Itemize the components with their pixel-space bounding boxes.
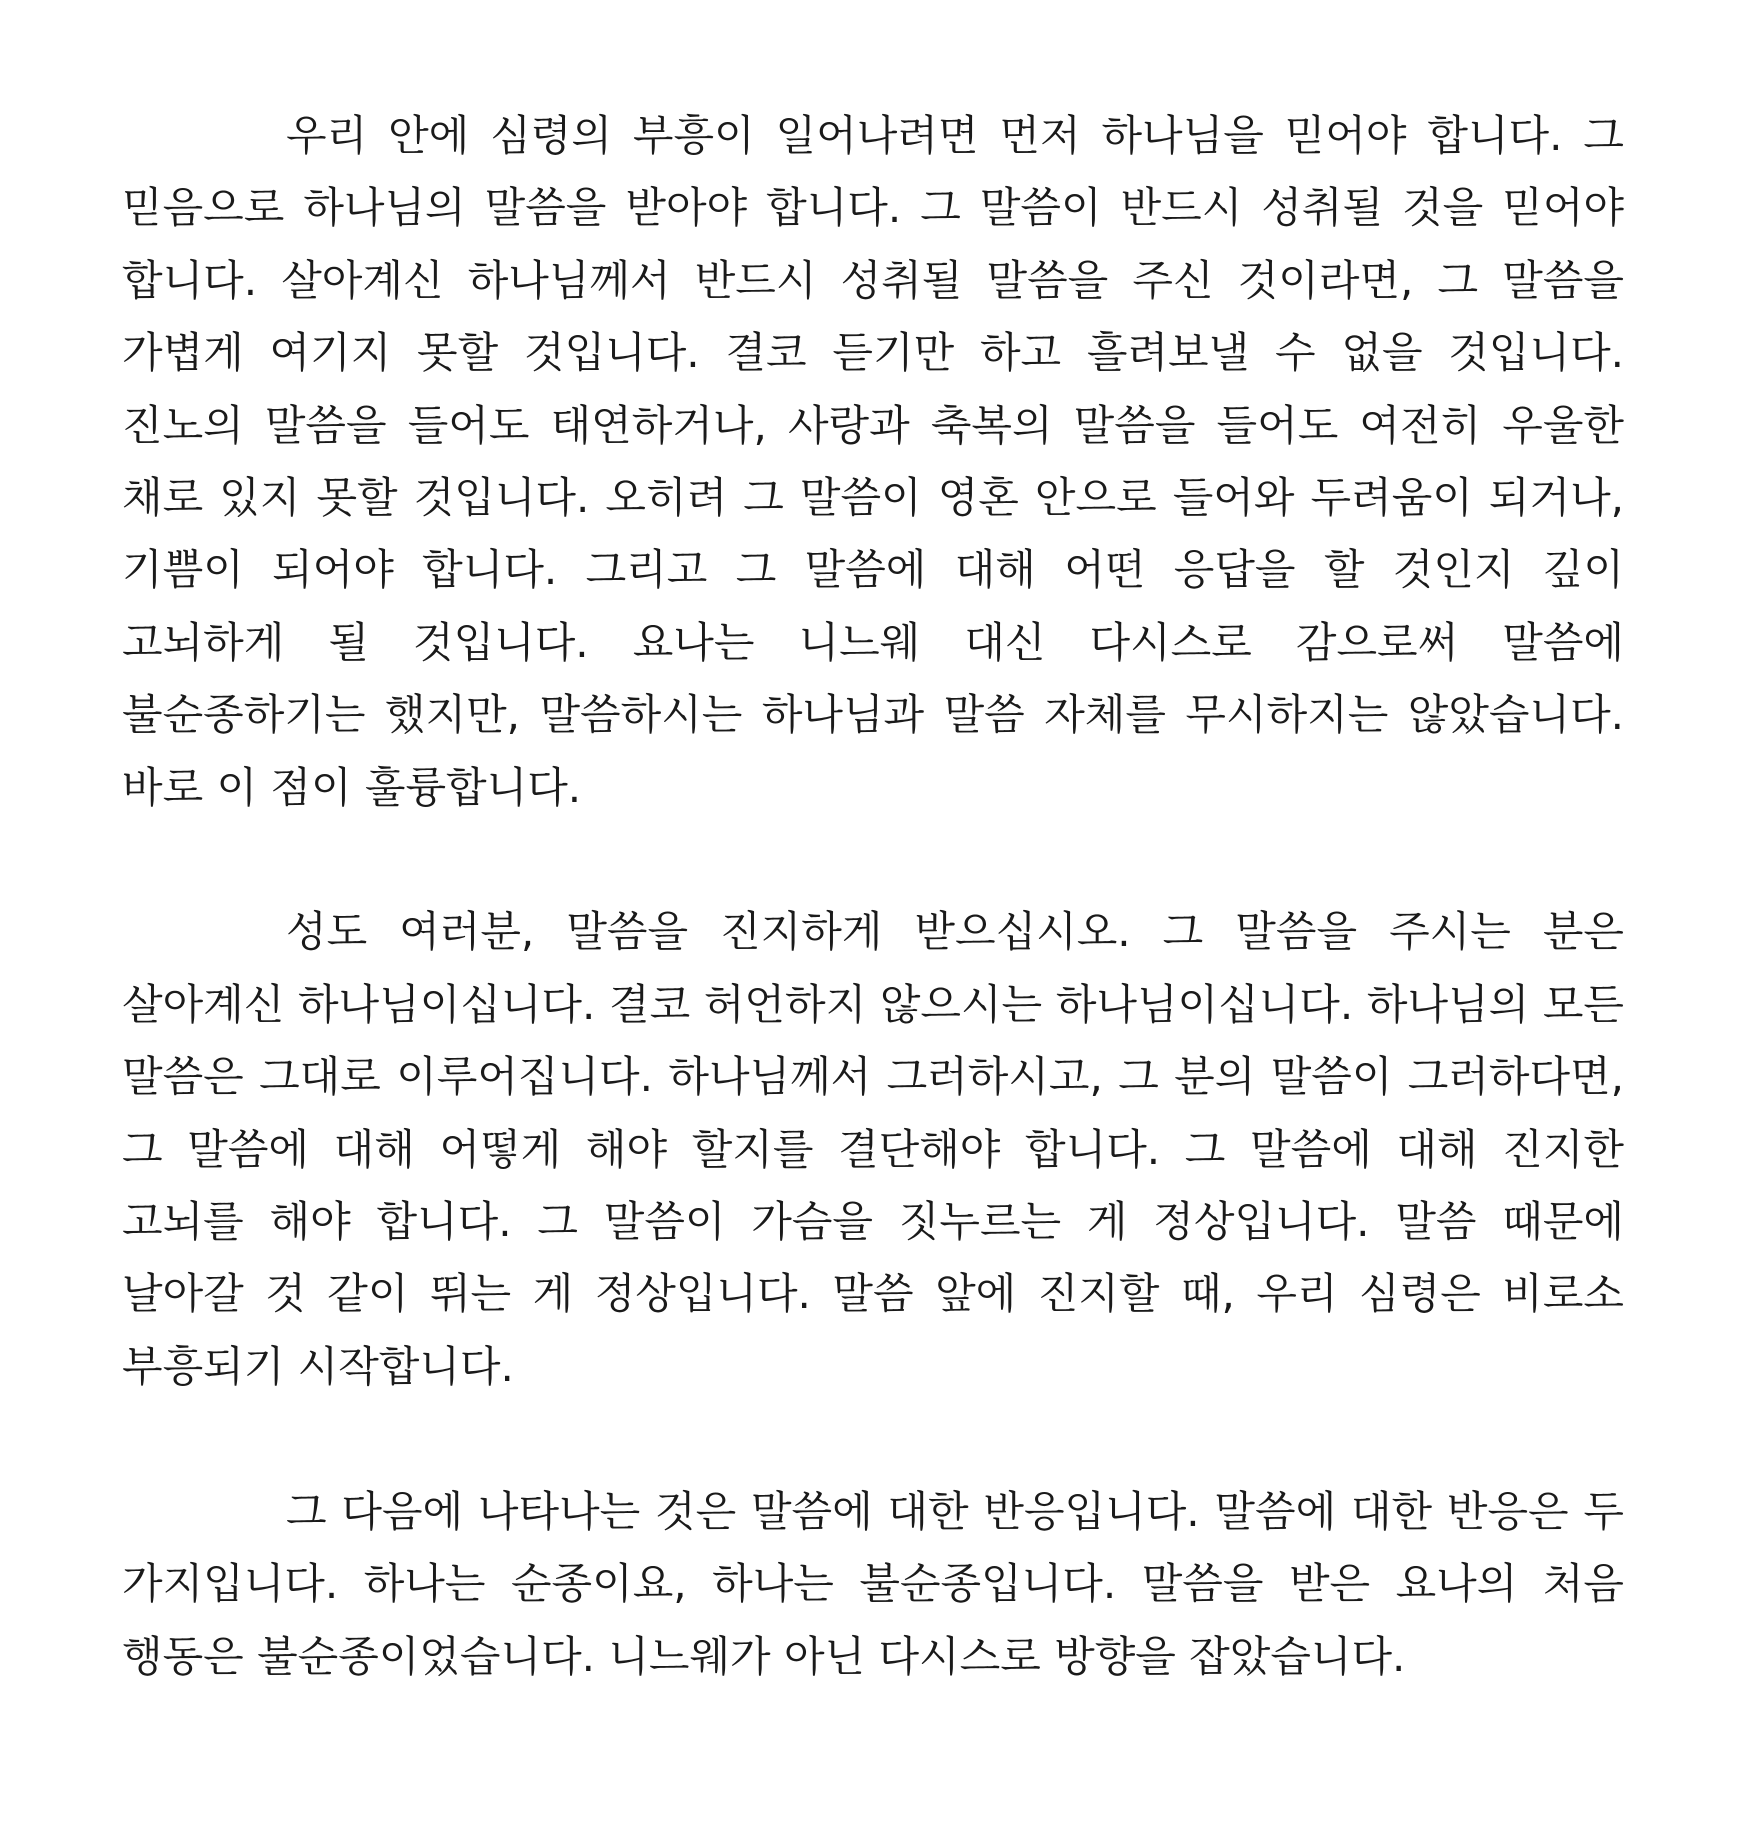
paragraph-3: 그 다음에 나타나는 것은 말씀에 대한 반응입니다. 말씀에 대한 반응은 두 가지입니다. 하나는 순종이요, 하나는 불순종입니다. 말씀을 받은 요나의 처음 행동은 불순종이었습니다. 니느웨가 아닌 다시스로 방향을 잡았습니다. [122,1486,1624,1681]
paragraph-2: 성도 여러분, 말씀을 진지하게 받으십시오. 그 말씀을 주시는 분은 살아계신 하나님이십니다. 결코 허언하지 않으시는 하나님이십니다. 하나님의 모든 말씀은 그대로 이루어집니다. 하나님께서 그러하시고, 그 분의 말씀이 그러하다면, 그 말씀에 대해 어떻게 해야 할지를 결단해야 합니다. 그 말씀에 대해 진지한 고뇌를 해야 합니다. 그 말씀이 가슴을 짓누르는 게 정상입니다. 말씀 때문에 날아갈 것 같이 뛰는 게 정상입니다. 말씀 앞에 진지할 때, 우리 심령은 비로소 부흥되기 시작합니다. [122,907,1624,1391]
document-body [122,100,1624,1693]
paragraph-1: 우리 안에 심령의 부흥이 일어나려면 먼저 하나님을 믿어야 합니다. 그 믿음으로 하나님의 말씀을 받아야 합니다. 그 말씀이 반드시 성취될 것을 믿어야 합니다. 살아계신 하나님께서 반드시 성취될 말씀을 주신 것이라면, 그 말씀을 가볍게 여기지 못할 것입니다. 결코 듣기만 하고 흘려보낼 수 없을 것입니다. 진노의 말씀을 들어도 태연하거나, 사랑과 축복의 말씀을 들어도 여전히 우울한 채로 있지 못할 것입니다. 오히려 그 말씀이 영혼 안으로 들어와 두려움이 되거나, 기쁨이 되어야 합니다. 그리고 그 말씀에 대해 어떤 응답을 할 것인지 깊이 고뇌하게 될 것입니다. 요나는 니느웨 대신 다시스로 감으로써 말씀에 불순종하기는 했지만, 말씀하시는 하나님과 말씀 자체를 무시하지는 않았습니다. 바로 이 점이 훌륭합니다. [122,111,1624,812]
